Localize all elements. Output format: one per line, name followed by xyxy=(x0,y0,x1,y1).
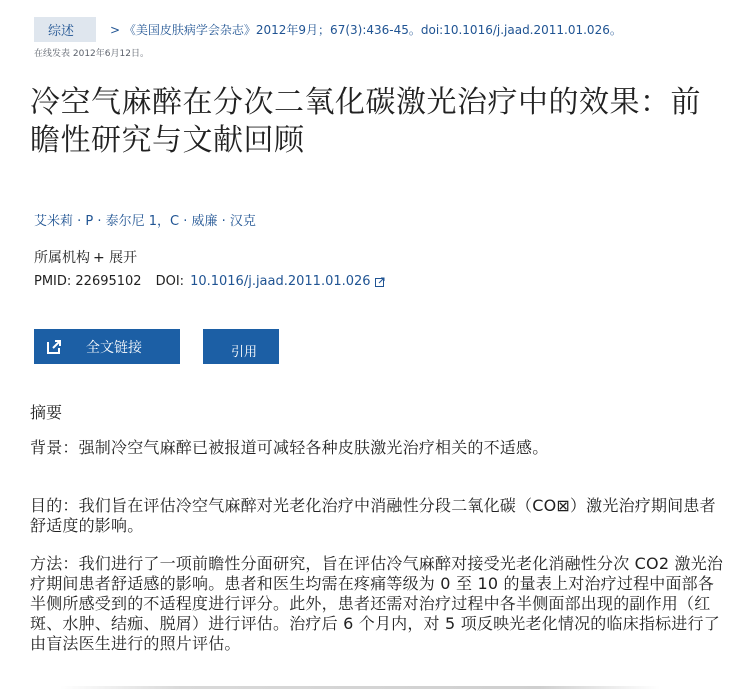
cite-label: 引用 xyxy=(230,344,257,359)
cite-button[interactable] xyxy=(203,329,279,364)
divider xyxy=(60,686,660,689)
full-text-links-button[interactable] xyxy=(34,329,180,364)
publication-info-line xyxy=(34,17,622,42)
affiliations-toggle[interactable] xyxy=(34,247,137,267)
abstract-objective: 目的：我们旨在评估冷空气麻醉对光老化治疗中消融性分段二氧化碳（CO⊠）激光治疗期间患者舒适度的影响。 xyxy=(30,496,716,535)
article-title: 冷空气麻醉在分次二氧化碳激光治疗中的效果：前瞻性研究与文献回顾 xyxy=(30,85,701,158)
open-external-icon xyxy=(46,339,62,355)
abstract-methods: 方法：我们进行了一项前瞻性分面研究，旨在评估冷气麻醉对接受光老化消融性分次 CO2 激光治疗期间患者舒适感的影响。患者和医生均需在疼痛等级为 0 至 10 的量表上对治疗过程中面部各半侧所感受到的不适程度进行评分。此外，患者还需对治疗过程中各半侧面部出现的副作用（红斑、水肿、结痂、脱屑）进行评估。治疗后 6 个月内，对 5 项反映光老化情况的临床指标进行了由盲法医生进行的照片评估。 xyxy=(30,554,724,653)
doi-label: DOI: xyxy=(155,274,185,289)
author-list[interactable]: 艾米莉 · P · 泰尔尼 1，C · 威廉 · 汉克 xyxy=(34,214,256,229)
expand-button[interactable]: + 展开 xyxy=(93,250,138,266)
abstract-heading: 摘要 xyxy=(30,403,63,422)
epub-date: 在线发表 2012年6月12日。 xyxy=(34,49,149,59)
affiliations-label: 所属机构 xyxy=(34,250,90,266)
doi-link[interactable]: 10.1016/j.jaad.2011.01.026 xyxy=(190,274,371,289)
article-identifiers xyxy=(34,274,385,289)
full-text-label: 全文链接 xyxy=(86,338,142,355)
pmid: PMID: 22695102 xyxy=(34,274,142,289)
abstract-background: 背景：强制冷空气麻醉已被报道可减轻各种皮肤激光治疗相关的不适感。 xyxy=(30,438,549,457)
journal-citation[interactable]: > 《美国皮肤病学会杂志》2012年9月；67(3):436-45。doi:10.1016/j.jaad.2011.01.026。 xyxy=(110,23,622,37)
external-link-icon[interactable] xyxy=(375,277,385,287)
article-type-badge: 综述 xyxy=(34,17,96,42)
